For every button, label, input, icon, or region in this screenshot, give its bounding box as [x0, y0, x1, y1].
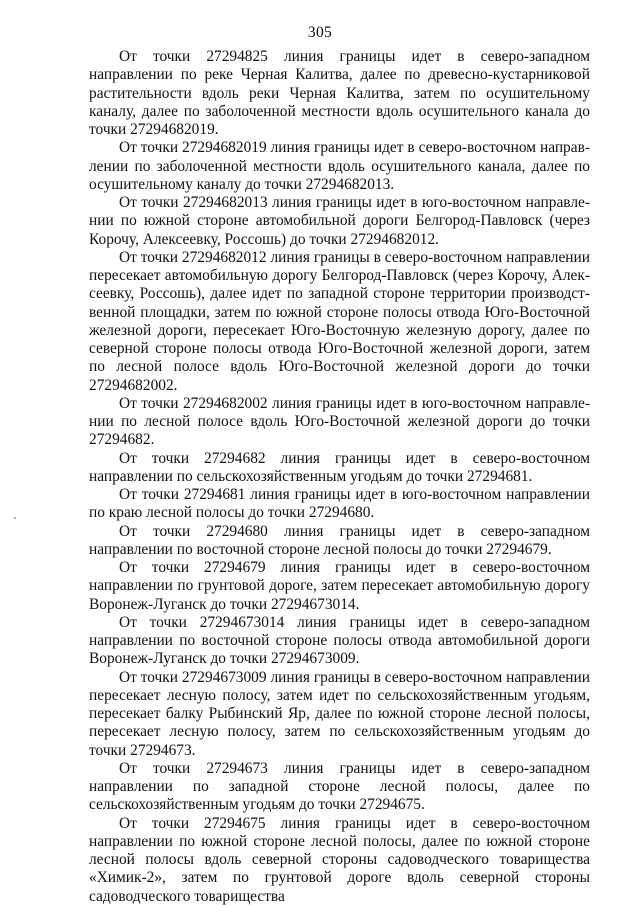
paragraph: От точки 27294673009 линия границы в северо-восточном направлении пересекает лесную полосу, затем идет по сельскохозяйственным угодьям, пересекает балку Рыбинский Яр, далее по южной стороне лесной полосы, пересекает лесную полосу, затем по сельскохозяйственным угодьям до точки 27294673.	[89, 668, 590, 759]
paragraph: От точки 27294679 линия границы идет в северо-восточном направлении по грунтовой дороге, затем пересекает автомобильную дорогу Воронеж-Луганск до точки 27294673014.	[89, 559, 590, 613]
paragraph: От точки 27294682013 линия границы идет в юго-восточном направлении по южной стороне автомобильной дороги Белгород-Павловск (через Корочу, Алексеевку, Россошь) до точки 27294682012.	[89, 194, 590, 248]
paragraph: От точки 27294682 линия границы идет в северо-восточном направлении по сельскохозяйственным угодьям до точки 27294681.	[89, 449, 590, 485]
scan-speck	[14, 517, 16, 519]
paragraph: От точки 27294682019 линия границы идет в северо-восточном направлении по заболоченной местности вдоль осушительного канала, далее по осушительному каналу до точки 27294682013.	[89, 139, 590, 193]
paragraph: От точки 27294675 линия границы идет в северо-восточном направлении по южной стороне лесной полосы, далее по южной стороне лесной полосы вдоль северной стороны садоводческого товарищества «Химик-2», затем по грунтовой дороге вдоль северной стороны садоводческого товарищества	[89, 814, 590, 905]
paragraph: От точки 27294682002 линия границы идет в юго-восточном направлении по лесной полосе вдоль Юго-Восточной железной дороги до точки 27294682.	[89, 394, 590, 449]
paragraph: От точки 27294680 линия границы идет в северо-западном направлении по восточной стороне лесной полосы до точки 27294679.	[89, 522, 590, 558]
paragraph: От точки 27294673014 линия границы идет в северо-западном направлении по восточной стороне полосы отвода автомобильной дороги Воронеж-Луганск до точки 27294673009.	[89, 613, 590, 668]
page-number: 305	[307, 24, 333, 41]
paragraph: От точки 27294681 линия границы идет в юго-восточном направлении по краю лесной полосы до точки 27294680.	[89, 486, 590, 522]
paragraph: От точки 27294682012 линия границы в северо-восточном направлении пересекает автомобильную дорогу Белгород-Павловск (через Корочу, Алексеевку, Россошь), далее идет по западной стороне территории производственной площадки, затем по южной стороне полосы отвода Юго-Восточной железной дороги, пересекает Юго-Восточную железную дорогу, далее по северной стороне полосы отвода Юго-Восточной железной дороги, затем по лесной полосе вдоль Юго-Восточной железной дороги до точки 27294682002.	[89, 248, 590, 394]
paragraph: От точки 27294825 линия границы идет в северо-западном направлении по реке Черная Калитва, далее по древесно-кустарниковой растительности вдоль реки Черная Калитва, затем по осушительному каналу, далее по заболоченной местности вдоль осушительного канала до точки 27294682019.	[89, 48, 590, 138]
document-body	[89, 48, 590, 906]
paragraph: От точки 27294673 линия границы идет в северо-западном направлении по западной стороне лесной полосы, далее по сельскохозяйственным угодьям до точки 27294675.	[89, 759, 590, 814]
